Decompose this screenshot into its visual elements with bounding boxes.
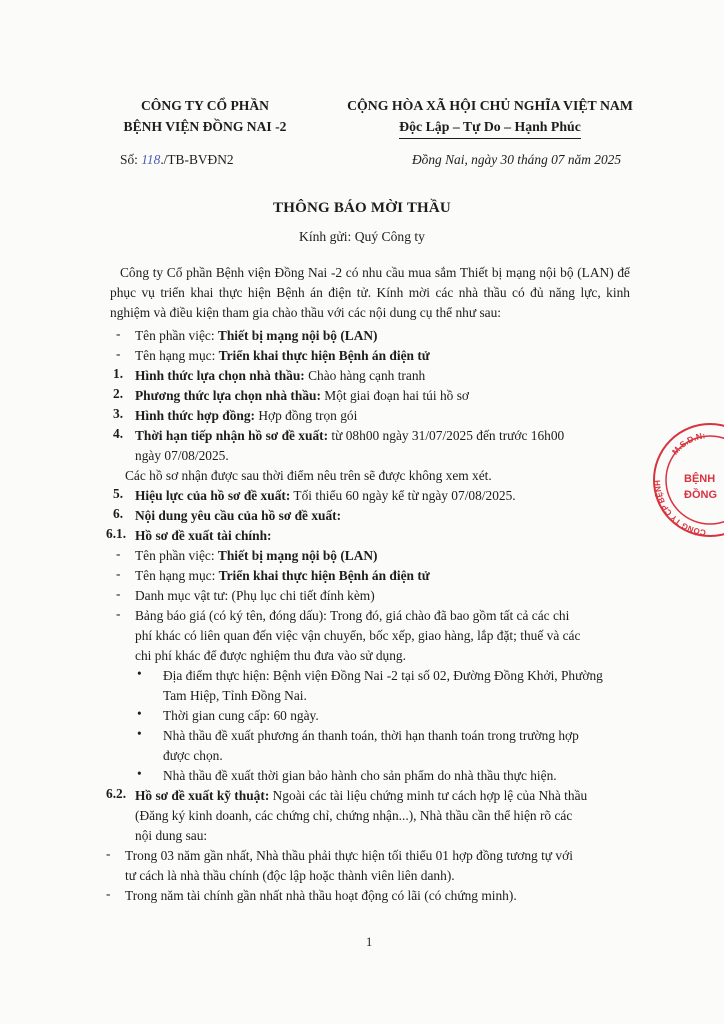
item-1: Hình thức lựa chọn nhà thầu: Chào hàng cạnh tranh [135,368,426,383]
s61-quote-line-2: phí khác có liên quan đến việc vận chuyển, bốc xếp, giao hàng, lắp đặt; thuế và các [135,628,581,643]
s61-work: Tên phần việc: Thiết bị mạng nội bộ (LAN) [135,548,378,563]
bullet-marker: • [137,726,142,741]
s61-materials-list: Danh mục vật tư: (Phụ lục chi tiết đính kèm) [135,588,375,603]
item-3: Hình thức hợp đồng: Hợp đồng trọn gói [135,408,358,423]
company-seal [650,420,724,540]
place-date: Đồng Nai, ngày 30 tháng 07 năm 2025 [412,152,622,167]
seal-mid-text: BỆNH [684,473,716,485]
document-number: Số: 118./TB-BVĐN2 [120,152,234,167]
number-2: 2. [113,386,124,401]
dash-marker: - [116,546,121,561]
s62-req-2: Trong năm tài chính gần nhất nhà thầu hoạt động có lãi (có chứng minh). [125,888,517,903]
section-6-2-line-3: nội dung sau: [135,828,208,843]
national-motto: Độc Lập – Tự Do – Hạnh Phúc [399,116,581,139]
dash-marker: - [116,606,121,621]
company-header [95,95,315,137]
s61-bullet-1a: Địa điểm thực hiện: Bệnh viện Đồng Nai -2 tại số 02, Đường Đồng Khởi, Phường [163,668,603,683]
item-4-note: Các hồ sơ nhận được sau thời điểm nêu trên sẽ được không xem xét. [125,468,492,483]
number-4: 4. [113,426,124,441]
category-item: Tên hạng mục: Triển khai thực hiện Bệnh án điện tử [135,348,430,363]
section-6-2-line-1: Hồ sơ đề xuất kỹ thuật: Ngoài các tài liệu chứng minh tư cách hợp lệ của Nhà thầu [135,788,588,803]
intro-paragraph: Công ty Cổ phần Bệnh viện Đồng Nai -2 có nhu cầu mua sắm Thiết bị mạng nội bộ (LAN) để phục vụ triển khai thực hiện Bệnh án điện tử. Kính mời các nhà thầu có đủ năng lực, kinh nghiệm và điều kiện tham gia chào thầu với các nội dung cụ thể như sau: [110,265,630,320]
handwritten-number: 118 [141,152,161,167]
dash-marker: - [106,846,111,861]
item-6: Nội dung yêu cầu của hồ sơ đề xuất: [135,508,342,523]
s61-quote-line-3: chi phí khác để được nghiệm thu đưa vào sử dụng. [135,648,406,663]
s61-bullet-3b: được chọn. [163,748,223,763]
s61-bullet-3a: Nhà thầu đề xuất phương án thanh toán, thời hạn thanh toán trong trường hợp [163,728,579,743]
document-title: THÔNG BÁO MỜI THẦU [273,200,451,216]
number-5: 5. [113,486,124,501]
company-line-2: BỆNH VIỆN ĐỒNG NAI -2 [123,119,287,134]
s61-category: Tên hạng mục: Triển khai thực hiện Bệnh án điện tử [135,568,430,583]
bullet-marker: • [137,766,142,781]
dash-marker: - [106,886,111,901]
number-3: 3. [113,406,124,421]
seal-low-text: ĐỒNG [684,489,717,501]
s61-bullet-2: Thời gian cung cấp: 60 ngày. [163,708,319,723]
dash-marker: - [116,346,121,361]
number-1: 1. [113,366,124,381]
number-6: 6. [113,506,124,521]
dash-marker: - [116,586,121,601]
item-4: Thời hạn tiếp nhận hồ sơ đề xuất: từ 08h00 ngày 31/07/2025 đến trước 16h00 [135,428,565,443]
section-6-2-line-2: (Đăng ký kinh doanh, các chứng chỉ, chứng nhận...), Nhà thầu cần thể hiện rõ các [135,808,573,823]
seal-arc-text: CÔNG TY CP BỆNH [652,479,707,537]
number-6-1: 6.1. [106,526,127,541]
bullet-marker: • [137,666,142,681]
item-4-continued: ngày 07/08/2025. [135,448,229,463]
national-title: CỘNG HÒA XÃ HỘI CHỦ NGHĨA VIỆT NAM [347,98,633,113]
dash-marker: - [116,326,121,341]
page-number: 1 [366,935,373,949]
bullet-marker: • [137,706,142,721]
number-6-2: 6.2. [106,786,127,801]
s62-req-1a: Trong 03 năm gần nhất, Nhà thầu phải thực hiện tối thiểu 01 hợp đồng tương tự với [125,848,573,863]
item-2: Phương thức lựa chọn nhà thầu: Một giai đoạn hai túi hồ sơ [135,388,469,403]
item-5: Hiệu lực của hồ sơ đề xuất: Tối thiểu 60 ngày kể từ ngày 07/08/2025. [135,488,516,503]
section-6-1-heading: Hồ sơ đề xuất tài chính: [135,528,272,543]
seal-top-text: M.S.D.N: [669,430,706,457]
s61-quote-line-1: Bảng báo giá (có ký tên, đóng dấu): Trong đó, giá chào đã bao gồm tất cả các chi [135,608,570,623]
s62-req-1b: tư cách là nhà thầu chính (độc lập hoặc thành viên liên danh). [125,868,455,883]
s61-bullet-4: Nhà thầu đề xuất thời gian bảo hành cho sản phẩm do nhà thầu thực hiện. [163,768,557,783]
company-line-1: CÔNG TY CỔ PHẦN [140,98,269,113]
s61-bullet-1b: Tam Hiệp, Tỉnh Đồng Nai. [163,688,307,703]
dash-marker: - [116,566,121,581]
national-header [320,95,660,139]
work-item: Tên phần việc: Thiết bị mạng nội bộ (LAN) [135,328,378,343]
greeting: Kính gửi: Quý Công ty [299,229,425,244]
